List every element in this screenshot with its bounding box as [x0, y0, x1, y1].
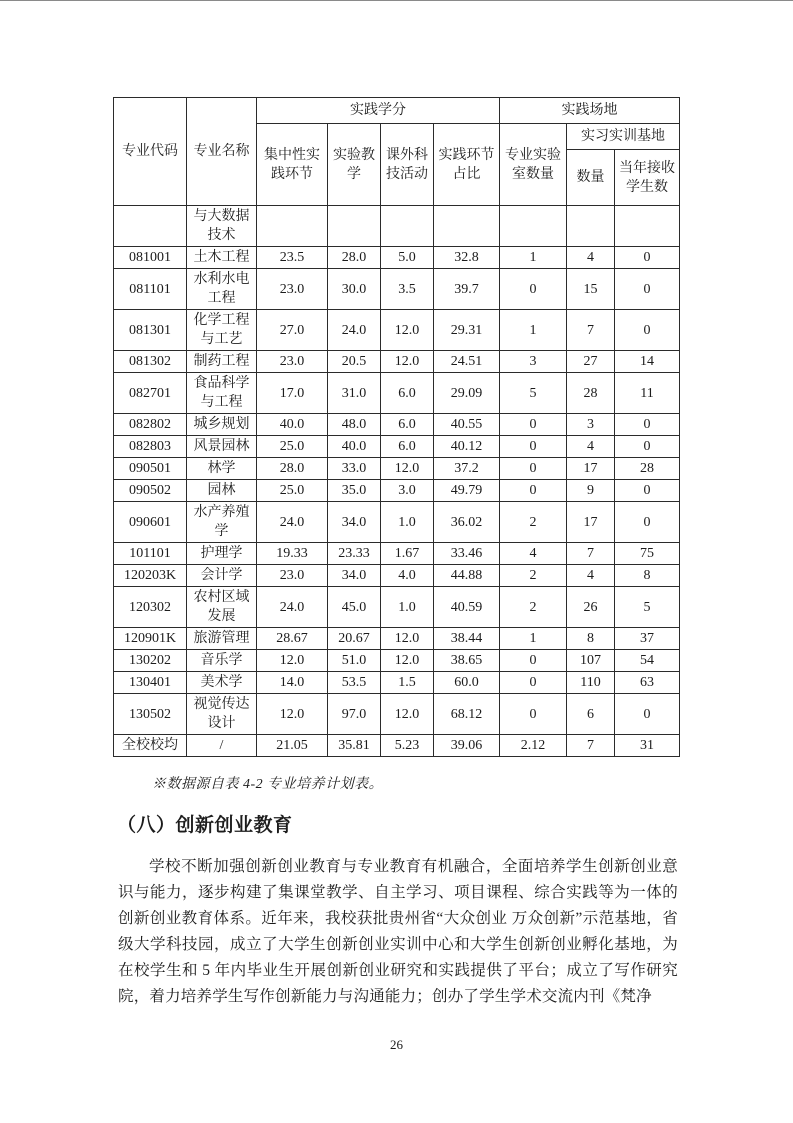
practice-ratio-cell: 40.55: [434, 414, 500, 436]
lab-count-cell: 0: [500, 650, 567, 672]
lab-count-cell: 0: [500, 269, 567, 310]
practice-ratio-cell: 68.12: [434, 694, 500, 735]
experiment-credits-cell: 24.0: [328, 310, 381, 351]
base-count-cell: 27: [567, 351, 615, 373]
base-students-cell: 31: [615, 735, 680, 757]
page-number: 26: [390, 1037, 403, 1052]
concentrated-credits-cell: 24.0: [257, 502, 328, 543]
major-name-cell: 护理学: [187, 543, 257, 565]
extracurricular-credits-cell: 6.0: [381, 414, 434, 436]
major-code-cell: [114, 206, 187, 247]
experiment-credits-cell: 45.0: [328, 587, 381, 628]
base-students-cell: 0: [615, 694, 680, 735]
base-count-cell: 7: [567, 735, 615, 757]
major-code-cell: 081301: [114, 310, 187, 351]
table-row: [114, 672, 680, 694]
concentrated-credits-cell: 14.0: [257, 672, 328, 694]
practice-ratio-cell: 40.59: [434, 587, 500, 628]
extracurricular-credits-cell: [381, 206, 434, 247]
base-students-cell: 0: [615, 436, 680, 458]
major-code-cell: 081302: [114, 351, 187, 373]
major-code-cell: 120203K: [114, 565, 187, 587]
concentrated-credits-cell: 25.0: [257, 480, 328, 502]
concentrated-credits-cell: [257, 206, 328, 247]
lab-count-cell: 5: [500, 373, 567, 414]
experiment-credits-cell: 35.0: [328, 480, 381, 502]
extracurricular-credits-cell: 5.23: [381, 735, 434, 757]
base-count-cell: 6: [567, 694, 615, 735]
base-students-cell: 0: [615, 310, 680, 351]
base-students-cell: 28: [615, 458, 680, 480]
table-row: [114, 565, 680, 587]
practice-ratio-cell: 24.51: [434, 351, 500, 373]
major-name-cell: 食品科学与工程: [187, 373, 257, 414]
concentrated-credits-cell: 27.0: [257, 310, 328, 351]
lab-count-cell: 0: [500, 480, 567, 502]
practice-ratio-cell: 36.02: [434, 502, 500, 543]
extracurricular-credits-cell: 1.0: [381, 502, 434, 543]
base-students-cell: 0: [615, 480, 680, 502]
base-count-cell: 110: [567, 672, 615, 694]
experiment-credits-cell: 28.0: [328, 247, 381, 269]
major-name-cell: 旅游管理: [187, 628, 257, 650]
col-header-major-code: 专业代码: [114, 98, 187, 206]
concentrated-credits-cell: 17.0: [257, 373, 328, 414]
base-count-cell: 107: [567, 650, 615, 672]
base-count-cell: 15: [567, 269, 615, 310]
concentrated-credits-cell: 28.67: [257, 628, 328, 650]
col-header-practice-ratio: 实践环节占比: [434, 124, 500, 206]
group-header-practice-venues: 实践场地: [500, 98, 680, 124]
experiment-credits-cell: 33.0: [328, 458, 381, 480]
base-count-cell: 9: [567, 480, 615, 502]
base-count-cell: 4: [567, 436, 615, 458]
col-header-lab-count: 专业实验室数量: [500, 124, 567, 206]
base-count-cell: 17: [567, 502, 615, 543]
extracurricular-credits-cell: 6.0: [381, 436, 434, 458]
base-count-cell: 26: [567, 587, 615, 628]
experiment-credits-cell: 35.81: [328, 735, 381, 757]
extracurricular-credits-cell: 12.0: [381, 351, 434, 373]
major-code-cell: 130401: [114, 672, 187, 694]
concentrated-credits-cell: 25.0: [257, 436, 328, 458]
major-code-cell: 130202: [114, 650, 187, 672]
major-code-cell: 090502: [114, 480, 187, 502]
table-row: [114, 587, 680, 628]
practice-ratio-cell: 29.31: [434, 310, 500, 351]
extracurricular-credits-cell: 12.0: [381, 628, 434, 650]
lab-count-cell: 1: [500, 247, 567, 269]
base-students-cell: [615, 206, 680, 247]
lab-count-cell: 4: [500, 543, 567, 565]
lab-count-cell: 1: [500, 310, 567, 351]
practice-table: [113, 97, 680, 757]
major-code-cell: 120901K: [114, 628, 187, 650]
practice-ratio-cell: 37.2: [434, 458, 500, 480]
extracurricular-credits-cell: 3.5: [381, 269, 434, 310]
concentrated-credits-cell: 19.33: [257, 543, 328, 565]
table-row: [114, 458, 680, 480]
concentrated-credits-cell: 23.5: [257, 247, 328, 269]
base-students-cell: 75: [615, 543, 680, 565]
base-count-cell: 3: [567, 414, 615, 436]
experiment-credits-cell: [328, 206, 381, 247]
lab-count-cell: 1: [500, 628, 567, 650]
base-students-cell: 37: [615, 628, 680, 650]
lab-count-cell: 0: [500, 414, 567, 436]
extracurricular-credits-cell: 4.0: [381, 565, 434, 587]
concentrated-credits-cell: 28.0: [257, 458, 328, 480]
practice-table-wrap: [113, 97, 681, 757]
table-body: [114, 206, 680, 757]
base-students-cell: 0: [615, 269, 680, 310]
major-code-cell: 081001: [114, 247, 187, 269]
major-code-cell: 081101: [114, 269, 187, 310]
extracurricular-credits-cell: 5.0: [381, 247, 434, 269]
practice-ratio-cell: [434, 206, 500, 247]
major-name-cell: /: [187, 735, 257, 757]
concentrated-credits-cell: 12.0: [257, 650, 328, 672]
col-header-extracurricular-activity: 课外科技活动: [381, 124, 434, 206]
extracurricular-credits-cell: 6.0: [381, 373, 434, 414]
practice-ratio-cell: 44.88: [434, 565, 500, 587]
extracurricular-credits-cell: 3.0: [381, 480, 434, 502]
base-students-cell: 8: [615, 565, 680, 587]
concentrated-credits-cell: 23.0: [257, 565, 328, 587]
table-row: [114, 502, 680, 543]
base-students-cell: 14: [615, 351, 680, 373]
major-code-cell: 101101: [114, 543, 187, 565]
major-code-cell: 120302: [114, 587, 187, 628]
base-students-cell: 54: [615, 650, 680, 672]
experiment-credits-cell: 23.33: [328, 543, 381, 565]
experiment-credits-cell: 53.5: [328, 672, 381, 694]
col-header-base-count: 数量: [567, 150, 615, 206]
major-code-cell: 090501: [114, 458, 187, 480]
experiment-credits-cell: 34.0: [328, 502, 381, 543]
major-name-cell: 园林: [187, 480, 257, 502]
major-name-cell: 水产养殖学: [187, 502, 257, 543]
base-count-cell: 4: [567, 565, 615, 587]
practice-ratio-cell: 39.7: [434, 269, 500, 310]
lab-count-cell: 2: [500, 587, 567, 628]
table-row: [114, 373, 680, 414]
lab-count-cell: 2: [500, 565, 567, 587]
practice-ratio-cell: 60.0: [434, 672, 500, 694]
lab-count-cell: 0: [500, 672, 567, 694]
col-header-concentrated-practice: 集中性实践环节: [257, 124, 328, 206]
major-code-cell: 090601: [114, 502, 187, 543]
table-row: [114, 480, 680, 502]
table-row: [114, 351, 680, 373]
col-header-major-name: 专业名称: [187, 98, 257, 206]
major-code-cell: 全校校均: [114, 735, 187, 757]
major-name-cell: 农村区域发展: [187, 587, 257, 628]
extracurricular-credits-cell: 1.67: [381, 543, 434, 565]
base-students-cell: 63: [615, 672, 680, 694]
lab-count-cell: 0: [500, 458, 567, 480]
extracurricular-credits-cell: 12.0: [381, 310, 434, 351]
table-row: [114, 628, 680, 650]
table-row: [114, 206, 680, 247]
major-name-cell: 化学工程与工艺: [187, 310, 257, 351]
lab-count-cell: 2.12: [500, 735, 567, 757]
major-name-cell: 水利水电工程: [187, 269, 257, 310]
base-count-cell: 7: [567, 543, 615, 565]
major-name-cell: 视觉传达设计: [187, 694, 257, 735]
section-paragraph: 学校不断加强创新创业教育与专业教育有机融合，全面培养学生创新创业意识与能力，逐步构建了集课堂教学、自主学习、项目课程、综合实践等为一体的创新创业教育体系。近年来，我校获批贵州省“大众创业 万众创新”示范基地，省级大学科技园，成立了大学生创新创业实训中心和大学生创新创业孵化基地，为在校学生和 5 年内毕业生开展创新创业研究和实践提供了平台；成立了写作研究院，着力培养学生写作创新能力与沟通能力；创办了学生学术交流内刊《梵净: [118, 858, 678, 1005]
practice-ratio-cell: 29.09: [434, 373, 500, 414]
col-header-experiment-teaching: 实验教学: [328, 124, 381, 206]
table-row: [114, 310, 680, 351]
base-students-cell: 0: [615, 247, 680, 269]
lab-count-cell: [500, 206, 567, 247]
experiment-credits-cell: 40.0: [328, 436, 381, 458]
base-students-cell: 11: [615, 373, 680, 414]
concentrated-credits-cell: 24.0: [257, 587, 328, 628]
major-name-cell: 风景园林: [187, 436, 257, 458]
experiment-credits-cell: 20.5: [328, 351, 381, 373]
base-students-cell: 5: [615, 587, 680, 628]
practice-ratio-cell: 38.44: [434, 628, 500, 650]
extracurricular-credits-cell: 12.0: [381, 458, 434, 480]
concentrated-credits-cell: 21.05: [257, 735, 328, 757]
concentrated-credits-cell: 23.0: [257, 351, 328, 373]
major-name-cell: 城乡规划: [187, 414, 257, 436]
extracurricular-credits-cell: 12.0: [381, 650, 434, 672]
major-code-cell: 082701: [114, 373, 187, 414]
major-name-cell: 音乐学: [187, 650, 257, 672]
concentrated-credits-cell: 12.0: [257, 694, 328, 735]
practice-ratio-cell: 39.06: [434, 735, 500, 757]
major-code-cell: 082803: [114, 436, 187, 458]
table-row: [114, 543, 680, 565]
group-header-practice-credits: 实践学分: [257, 98, 500, 124]
concentrated-credits-cell: 23.0: [257, 269, 328, 310]
base-count-cell: 17: [567, 458, 615, 480]
major-name-cell: 土木工程: [187, 247, 257, 269]
major-name-cell: 林学: [187, 458, 257, 480]
section-heading: （八）创新创业教育: [117, 815, 293, 836]
lab-count-cell: 2: [500, 502, 567, 543]
table-row: [114, 414, 680, 436]
experiment-credits-cell: 31.0: [328, 373, 381, 414]
major-code-cell: 130502: [114, 694, 187, 735]
practice-ratio-cell: 32.8: [434, 247, 500, 269]
practice-ratio-cell: 38.65: [434, 650, 500, 672]
base-count-cell: 4: [567, 247, 615, 269]
base-count-cell: 8: [567, 628, 615, 650]
experiment-credits-cell: 48.0: [328, 414, 381, 436]
extracurricular-credits-cell: 12.0: [381, 694, 434, 735]
base-count-cell: 28: [567, 373, 615, 414]
table-row: [114, 650, 680, 672]
experiment-credits-cell: 97.0: [328, 694, 381, 735]
concentrated-credits-cell: 40.0: [257, 414, 328, 436]
base-count-cell: [567, 206, 615, 247]
major-name-cell: 会计学: [187, 565, 257, 587]
table-row: [114, 694, 680, 735]
base-students-cell: 0: [615, 502, 680, 543]
practice-ratio-cell: 40.12: [434, 436, 500, 458]
table-row: [114, 436, 680, 458]
experiment-credits-cell: 30.0: [328, 269, 381, 310]
col-header-base-students: 当年接收学生数: [615, 150, 680, 206]
lab-count-cell: 0: [500, 436, 567, 458]
lab-count-cell: 3: [500, 351, 567, 373]
base-count-cell: 7: [567, 310, 615, 351]
major-name-cell: 制药工程: [187, 351, 257, 373]
experiment-credits-cell: 34.0: [328, 565, 381, 587]
lab-count-cell: 0: [500, 694, 567, 735]
major-name-cell: 与大数据技术: [187, 206, 257, 247]
experiment-credits-cell: 51.0: [328, 650, 381, 672]
table-row: [114, 247, 680, 269]
experiment-credits-cell: 20.67: [328, 628, 381, 650]
major-code-cell: 082802: [114, 414, 187, 436]
table-row: [114, 269, 680, 310]
base-students-cell: 0: [615, 414, 680, 436]
group-header-training-bases: 实习实训基地: [567, 124, 680, 150]
major-name-cell: 美术学: [187, 672, 257, 694]
table-row: [114, 735, 680, 757]
practice-ratio-cell: 49.79: [434, 480, 500, 502]
extracurricular-credits-cell: 1.0: [381, 587, 434, 628]
practice-ratio-cell: 33.46: [434, 543, 500, 565]
extracurricular-credits-cell: 1.5: [381, 672, 434, 694]
table-footnote: ※数据源自表 4-2 专业培养计划表。: [152, 777, 384, 792]
